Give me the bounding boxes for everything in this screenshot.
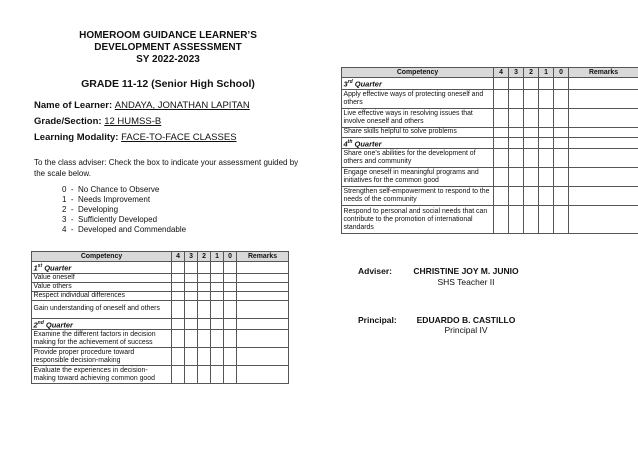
rating-cell[interactable] <box>185 300 198 318</box>
principal-label: Principal: <box>358 315 397 325</box>
col-2: 2 <box>524 68 539 78</box>
rating-cell[interactable] <box>185 273 198 282</box>
col-4: 4 <box>494 68 509 78</box>
rating-cell[interactable] <box>539 149 554 168</box>
col-4: 4 <box>172 252 185 262</box>
scale-item: 4 - Developed and Commendable <box>62 225 187 234</box>
rating-cell[interactable] <box>539 108 554 127</box>
remarks-cell[interactable] <box>569 137 638 149</box>
rating-cell[interactable] <box>211 282 224 291</box>
quarter-heading-1: 1st Quarter <box>32 262 172 274</box>
rating-cell[interactable] <box>524 78 539 90</box>
adviser-position: SHS Teacher II <box>437 277 495 287</box>
rating-cell[interactable] <box>211 366 224 384</box>
rating-cell[interactable] <box>198 291 211 300</box>
remarks-cell[interactable] <box>237 318 289 330</box>
rating-cell[interactable] <box>185 366 198 384</box>
remarks-cell[interactable] <box>569 206 638 234</box>
col-3: 3 <box>185 252 198 262</box>
section-row <box>34 116 161 127</box>
rating-cell[interactable] <box>494 108 509 127</box>
rating-cell[interactable] <box>494 187 509 206</box>
form-title <box>40 30 296 66</box>
rating-cell[interactable] <box>198 366 211 384</box>
section-label: Grade/Section: <box>34 116 102 127</box>
rating-cell[interactable] <box>224 300 237 318</box>
remarks-cell[interactable] <box>237 291 289 300</box>
col-remarks: Remarks <box>569 68 638 78</box>
competency-item: Provide proper procedure toward responsible decision-making <box>32 348 172 366</box>
rating-cell[interactable] <box>172 348 185 366</box>
remarks-cell[interactable] <box>569 187 638 206</box>
col-0: 0 <box>554 68 569 78</box>
rating-cell[interactable] <box>185 348 198 366</box>
col-1: 1 <box>539 68 554 78</box>
rating-cell[interactable] <box>185 318 198 330</box>
rating-cell[interactable] <box>211 291 224 300</box>
rating-cell[interactable] <box>211 348 224 366</box>
title-line-3: SY 2022-2023 <box>136 54 200 65</box>
title-line-1: HOMEROOM GUIDANCE LEARNER’S <box>79 30 257 41</box>
rating-cell[interactable] <box>524 168 539 187</box>
principal-position: Principal IV <box>444 325 488 335</box>
rating-cell[interactable] <box>172 282 185 291</box>
remarks-cell[interactable] <box>569 108 638 127</box>
rating-cell[interactable] <box>198 318 211 330</box>
rating-cell[interactable] <box>198 348 211 366</box>
modality-row <box>34 132 237 143</box>
modality-label: Learning Modality: <box>34 132 119 143</box>
competency-item: Apply effective ways of protecting oneself and others <box>342 89 494 108</box>
rating-cell[interactable] <box>524 108 539 127</box>
competency-item: Evaluate the experiences in decision-making toward achieving common good <box>32 366 172 384</box>
rating-cell[interactable] <box>172 330 185 348</box>
scale-item: 1 - Needs Improvement <box>62 195 151 204</box>
rating-cell[interactable] <box>224 366 237 384</box>
rating-cell[interactable] <box>172 273 185 282</box>
rating-cell[interactable] <box>554 89 569 108</box>
rating-cell[interactable] <box>224 282 237 291</box>
rating-cell[interactable] <box>524 187 539 206</box>
learner-name-value: ANDAYA, JONATHAN LAPITAN <box>114 100 250 111</box>
col-0: 0 <box>224 252 237 262</box>
rating-cell[interactable] <box>554 149 569 168</box>
remarks-cell[interactable] <box>237 348 289 366</box>
rating-cell[interactable] <box>211 318 224 330</box>
remarks-cell[interactable] <box>237 273 289 282</box>
rating-cell[interactable] <box>554 78 569 90</box>
quarter-heading-4: 4th Quarter <box>342 137 494 149</box>
scale-item: 3 - Sufficiently Developed <box>62 215 158 224</box>
remarks-cell[interactable] <box>569 127 638 137</box>
rating-cell[interactable] <box>198 262 211 274</box>
principal-name: EDUARDO B. CASTILLO <box>416 315 516 325</box>
remarks-cell[interactable] <box>569 89 638 108</box>
col-competency: Competency <box>32 252 172 262</box>
rating-cell[interactable] <box>554 206 569 234</box>
remarks-cell[interactable] <box>237 262 289 274</box>
rating-cell[interactable] <box>509 168 524 187</box>
rating-cell[interactable] <box>509 206 524 234</box>
rating-cell[interactable] <box>172 262 185 274</box>
rating-cell[interactable] <box>185 282 198 291</box>
rating-cell[interactable] <box>224 348 237 366</box>
col-1: 1 <box>211 252 224 262</box>
competency-item: Respect individual differences <box>32 291 172 300</box>
modality-value: FACE-TO-FACE CLASSES <box>121 132 237 143</box>
rating-cell[interactable] <box>224 291 237 300</box>
rating-cell[interactable] <box>554 187 569 206</box>
rating-cell[interactable] <box>539 206 554 234</box>
rating-cell[interactable] <box>554 108 569 127</box>
section-value: 12 HUMSS-B <box>104 116 162 127</box>
rating-cell[interactable] <box>172 318 185 330</box>
competency-item: Share one’s abilities for the development of others and community <box>342 149 494 168</box>
rating-cell[interactable] <box>509 149 524 168</box>
col-3: 3 <box>509 68 524 78</box>
scale-item: 2 - Developing <box>62 205 119 214</box>
remarks-cell[interactable] <box>569 78 638 90</box>
competency-item: Gain understanding of oneself and others <box>32 300 172 318</box>
competency-item: Respond to personal and social needs that can contribute to the promotion of international standards <box>342 206 494 234</box>
rating-cell[interactable] <box>509 187 524 206</box>
rating-cell[interactable] <box>509 137 524 149</box>
rating-cell[interactable] <box>198 300 211 318</box>
rating-cell[interactable] <box>509 127 524 137</box>
adviser-name: CHRISTINE JOY M. JUNIO <box>413 266 519 276</box>
rating-cell[interactable] <box>198 282 211 291</box>
rating-cell[interactable] <box>494 78 509 90</box>
rating-cell[interactable] <box>554 168 569 187</box>
rating-cell[interactable] <box>494 127 509 137</box>
rating-cell[interactable] <box>554 127 569 137</box>
rating-scale <box>62 185 186 235</box>
remarks-cell[interactable] <box>237 300 289 318</box>
grade-heading: GRADE 11-12 (Senior High School) <box>81 78 255 90</box>
rating-cell[interactable] <box>172 300 185 318</box>
col-remarks: Remarks <box>237 252 289 262</box>
rating-cell[interactable] <box>509 89 524 108</box>
rating-cell[interactable] <box>524 206 539 234</box>
scale-item: 0 - No Chance to Observe <box>62 185 160 194</box>
rating-cell[interactable] <box>224 273 237 282</box>
rating-cell[interactable] <box>494 89 509 108</box>
rating-cell[interactable] <box>211 273 224 282</box>
col-competency: Competency <box>342 68 494 78</box>
rating-cell[interactable] <box>539 78 554 90</box>
rating-cell[interactable] <box>198 273 211 282</box>
rating-cell[interactable] <box>211 262 224 274</box>
assessment-table-q3-q4 <box>341 67 638 234</box>
rating-cell[interactable] <box>539 127 554 137</box>
quarter-heading-2: 2nd Quarter <box>32 318 172 330</box>
remarks-cell[interactable] <box>569 149 638 168</box>
rating-cell[interactable] <box>185 291 198 300</box>
remarks-cell[interactable] <box>237 330 289 348</box>
rating-cell[interactable] <box>539 89 554 108</box>
competency-item: Live effective ways in resolving issues that involve oneself and others <box>342 108 494 127</box>
rating-cell[interactable] <box>524 137 539 149</box>
competency-item: Value oneself <box>32 273 172 282</box>
rating-cell[interactable] <box>494 137 509 149</box>
competency-item: Strengthen self-empowerment to respond to the needs of the community <box>342 187 494 206</box>
rating-cell[interactable] <box>524 89 539 108</box>
rating-cell[interactable] <box>539 137 554 149</box>
rating-cell[interactable] <box>539 168 554 187</box>
col-2: 2 <box>198 252 211 262</box>
adviser-label: Adviser: <box>358 266 393 276</box>
remarks-cell[interactable] <box>237 282 289 291</box>
rating-cell[interactable] <box>509 78 524 90</box>
rating-cell[interactable] <box>224 318 237 330</box>
instruction-text: To the class adviser: Check the box to indicate your assessment guided by the scale below. <box>34 158 299 178</box>
remarks-cell[interactable] <box>569 168 638 187</box>
rating-cell[interactable] <box>211 330 224 348</box>
remarks-cell[interactable] <box>237 366 289 384</box>
competency-item: Value others <box>32 282 172 291</box>
learner-name-label: Name of Learner: <box>34 100 113 111</box>
rating-cell[interactable] <box>494 168 509 187</box>
rating-cell[interactable] <box>198 330 211 348</box>
rating-cell[interactable] <box>172 366 185 384</box>
title-line-2: DEVELOPMENT ASSESSMENT <box>94 42 242 53</box>
learner-name-row <box>34 100 250 111</box>
rating-cell[interactable] <box>185 330 198 348</box>
rating-cell[interactable] <box>539 187 554 206</box>
rating-cell[interactable] <box>172 291 185 300</box>
rating-cell[interactable] <box>494 149 509 168</box>
competency-item: Share skills helpful to solve problems <box>342 127 494 137</box>
competency-item: Examine the different factors in decision making for the achievement of success <box>32 330 172 348</box>
rating-cell[interactable] <box>494 206 509 234</box>
rating-cell[interactable] <box>524 149 539 168</box>
rating-cell[interactable] <box>224 330 237 348</box>
quarter-heading-3: 3rd Quarter <box>342 78 494 90</box>
rating-cell[interactable] <box>524 127 539 137</box>
rating-cell[interactable] <box>224 262 237 274</box>
rating-cell[interactable] <box>509 108 524 127</box>
assessment-table-q1-q2 <box>31 251 289 384</box>
rating-cell[interactable] <box>185 262 198 274</box>
rating-cell[interactable] <box>211 300 224 318</box>
rating-cell[interactable] <box>554 137 569 149</box>
competency-item: Engage oneself in meaningful programs and initiatives for the common good <box>342 168 494 187</box>
